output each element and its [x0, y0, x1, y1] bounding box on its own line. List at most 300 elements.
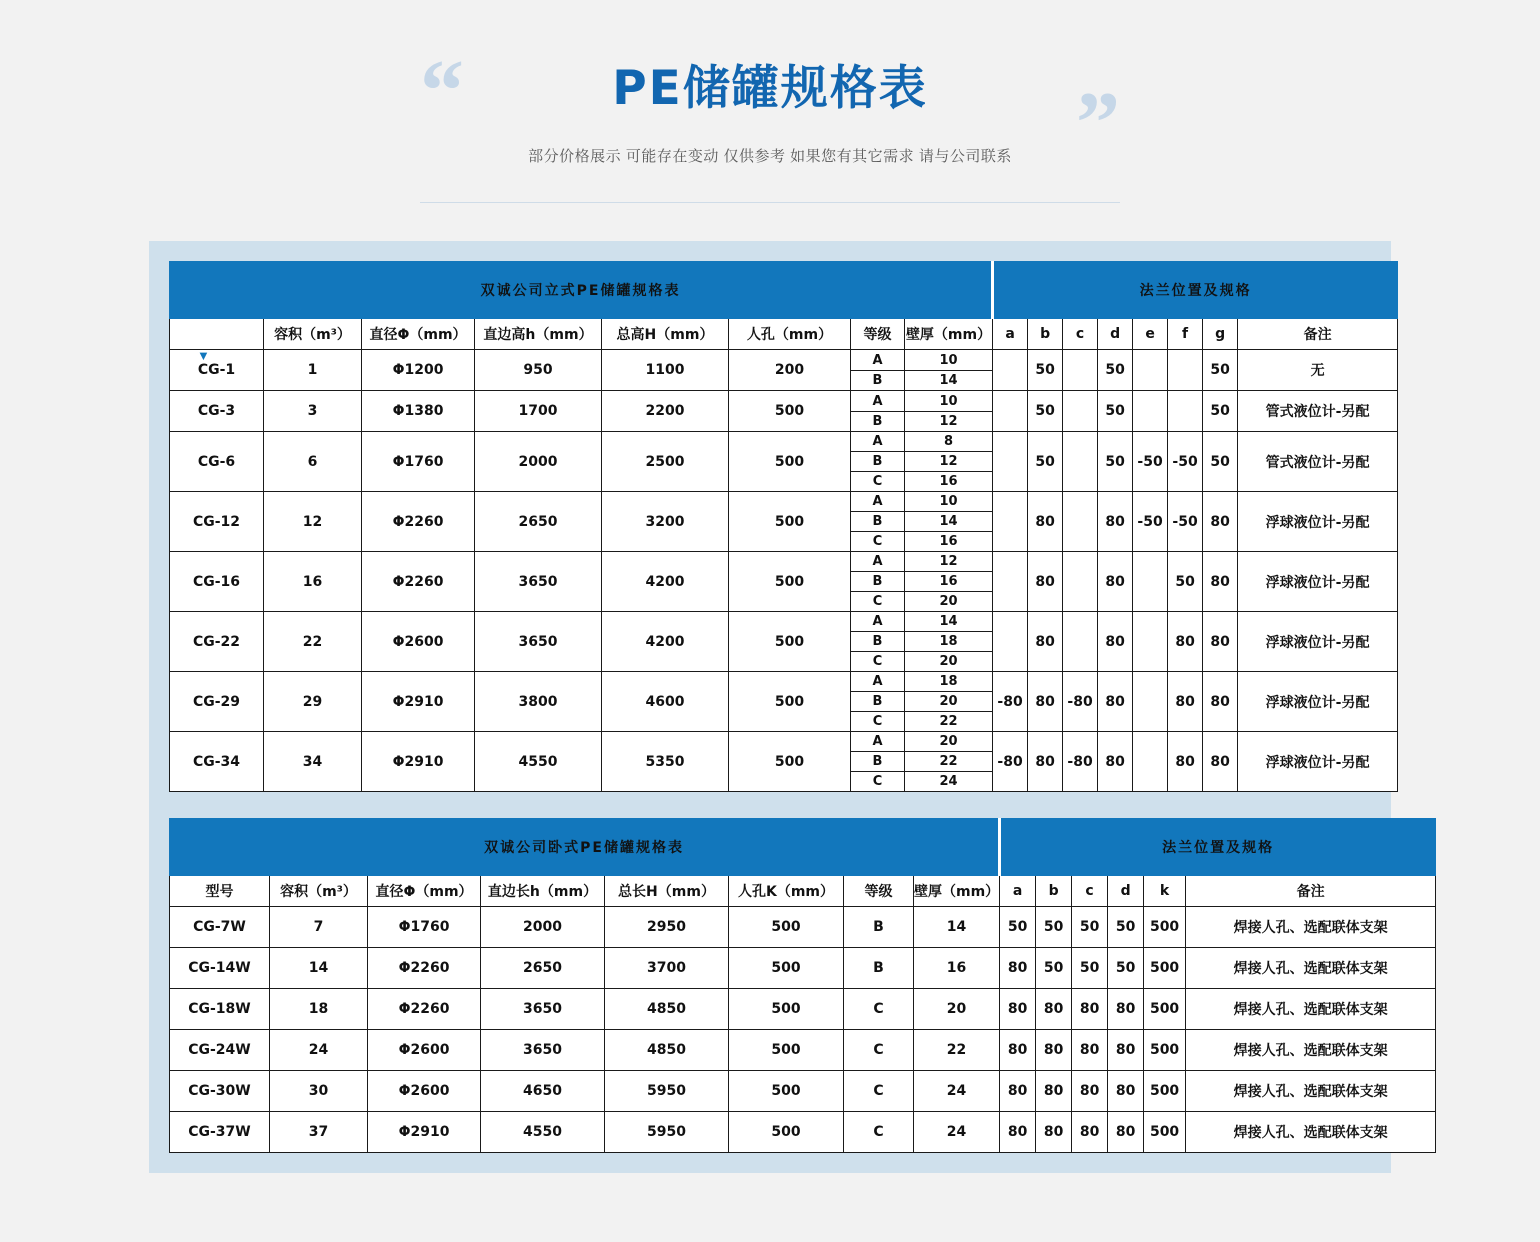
cell-grade-group: [851, 552, 905, 612]
cell-wall: 18: [905, 632, 992, 652]
cell-straight-height: 3650: [475, 552, 602, 612]
cell-flange-a: 80: [1000, 948, 1036, 989]
table-row: [170, 612, 1398, 672]
cell-flange-a: 50: [1000, 907, 1036, 948]
cell-wall: 10: [905, 392, 992, 412]
cell-wall: 20: [939, 654, 958, 670]
col-header-flange-k: k: [1144, 876, 1186, 907]
cell-model: CG-1: [170, 350, 264, 391]
cell-wall: 22: [914, 1030, 1000, 1071]
cell-flange-g: 80: [1203, 612, 1238, 672]
cell-manhole: 500: [729, 948, 844, 989]
cell-flange-a: [993, 492, 1028, 552]
cell-note: 焊接人孔、选配联体支架: [1186, 1112, 1436, 1153]
cell-wall: 20: [914, 989, 1000, 1030]
cell-wall: 18: [905, 672, 992, 692]
cell-volume: 7: [270, 907, 368, 948]
cell-volume: 22: [264, 612, 362, 672]
cell-flange-c: 50: [1072, 907, 1108, 948]
cell-flange-e: -50: [1133, 492, 1168, 552]
page-header: [420, 40, 1120, 172]
cell-total-height: 4600: [602, 672, 729, 732]
cell-grade: B: [851, 452, 904, 472]
cell-flange-e: [1133, 391, 1168, 432]
cell-manhole: 500: [729, 732, 851, 792]
cell-flange-b: 80: [1036, 1112, 1072, 1153]
cell-straight-height: 2000: [475, 432, 602, 492]
cell-note: 焊接人孔、选配联体支架: [1186, 948, 1436, 989]
cell-grade: A: [851, 351, 904, 371]
cell-flange-a: [993, 552, 1028, 612]
cell-flange-b: 50: [1028, 432, 1063, 492]
cell-straight-length: 2000: [481, 907, 605, 948]
cell-flange-d: 80: [1108, 1030, 1144, 1071]
table1-banner-left: 双诚公司立式PE储罐规格表: [170, 262, 993, 319]
cell-flange-f: -50: [1168, 432, 1203, 492]
cell-manhole: 500: [729, 432, 851, 492]
cell-flange-a: [993, 391, 1028, 432]
cell-grade: C: [844, 1071, 914, 1112]
cell-volume: 24: [270, 1030, 368, 1071]
quote-close-icon: ”: [1076, 75, 1120, 172]
cell-flange-c: [1063, 391, 1098, 432]
cell-grade: C: [872, 654, 883, 670]
cell-note: 浮球液位计-另配: [1238, 552, 1398, 612]
horizontal-tank-spec-table: [169, 818, 1436, 1153]
cell-wall: 14: [914, 907, 1000, 948]
cell-flange-b: 50: [1028, 350, 1063, 391]
cell-flange-b: 80: [1028, 492, 1063, 552]
table-row: [170, 552, 1398, 612]
cell-model: CG-3: [170, 391, 264, 432]
cell-model: CG-14W: [170, 948, 270, 989]
cell-manhole: 500: [729, 907, 844, 948]
cell-note: 浮球液位计-另配: [1238, 732, 1398, 792]
cell-flange-c: [1063, 432, 1098, 492]
cell-flange-d: 80: [1108, 1112, 1144, 1153]
col-header-flange-b: b: [1036, 876, 1072, 907]
cell-wall-group: [905, 492, 993, 552]
cell-flange-d: 80: [1098, 612, 1133, 672]
col-header-flange-f: f: [1168, 319, 1203, 350]
cell-flange-d: 50: [1108, 948, 1144, 989]
cell-wall: 10: [905, 492, 992, 512]
cell-total-height: 4200: [602, 552, 729, 612]
cell-flange-d: 50: [1098, 391, 1133, 432]
col-header-total-height: 总高H（mm）: [602, 319, 729, 350]
col-header-flange-a: a: [993, 319, 1028, 350]
cell-flange-k: 500: [1144, 1071, 1186, 1112]
cell-flange-k: 500: [1144, 1030, 1186, 1071]
col-header-grade: 等级: [851, 319, 905, 350]
cell-flange-k: 500: [1144, 907, 1186, 948]
cell-grade: A: [851, 432, 904, 452]
cell-diameter: Φ2600: [368, 1071, 481, 1112]
col-header-flange-b: b: [1028, 319, 1063, 350]
table-row: [170, 1030, 1436, 1071]
cell-flange-g: 80: [1203, 492, 1238, 552]
table-row: [170, 391, 1398, 432]
cell-grade: A: [851, 672, 904, 692]
cell-flange-b: 50: [1036, 907, 1072, 948]
table2-banner-left: 双诚公司卧式PE储罐规格表: [170, 819, 1000, 876]
cell-model: CG-12: [170, 492, 264, 552]
cell-grade-group: [851, 432, 905, 492]
col-header-diameter: 直径Φ（mm）: [362, 319, 475, 350]
cell-flange-f: 50: [1168, 552, 1203, 612]
cell-flange-g: 50: [1203, 350, 1238, 391]
cell-grade: B: [872, 413, 883, 429]
cell-total-height: 2500: [602, 432, 729, 492]
cell-note: 焊接人孔、选配联体支架: [1186, 1030, 1436, 1071]
vertical-tank-spec-table: [169, 261, 1398, 792]
cell-manhole: 500: [729, 672, 851, 732]
cell-flange-d: 50: [1098, 432, 1133, 492]
cell-flange-b: 80: [1028, 732, 1063, 792]
table-row: [170, 1112, 1436, 1153]
cell-volume: 3: [264, 391, 362, 432]
cell-volume: 1: [264, 350, 362, 391]
cell-manhole: 500: [729, 989, 844, 1030]
cell-wall: 22: [939, 714, 958, 730]
cell-grade-group: [851, 391, 905, 432]
cell-flange-f: 80: [1168, 612, 1203, 672]
cell-flange-b: 80: [1028, 672, 1063, 732]
col-header-note: 备注: [1238, 319, 1398, 350]
cell-flange-g: 80: [1203, 552, 1238, 612]
cell-flange-c: [1063, 612, 1098, 672]
cell-wall: 24: [914, 1071, 1000, 1112]
cell-grade: A: [851, 492, 904, 512]
col-header-diameter: 直径Φ（mm）: [368, 876, 481, 907]
cell-flange-c: 80: [1072, 1071, 1108, 1112]
table-row: [170, 948, 1436, 989]
cell-note: 管式液位计-另配: [1238, 432, 1398, 492]
cell-flange-e: [1133, 732, 1168, 792]
cell-manhole: 500: [729, 492, 851, 552]
cell-model: CG-29: [170, 672, 264, 732]
col-header-flange-e: e: [1133, 319, 1168, 350]
cell-diameter: Φ2600: [362, 612, 475, 672]
table2-banner-row: [170, 819, 1436, 876]
cell-wall: 22: [905, 752, 992, 772]
cell-grade: C: [844, 989, 914, 1030]
cell-wall: 20: [939, 594, 958, 610]
cell-wall-group: [905, 732, 993, 792]
cell-diameter: Φ2260: [362, 552, 475, 612]
cell-flange-d: 80: [1098, 552, 1133, 612]
cell-total-length: 4850: [605, 989, 729, 1030]
cell-grade: C: [844, 1112, 914, 1153]
table-row: [170, 989, 1436, 1030]
cell-flange-b: 80: [1028, 612, 1063, 672]
cell-flange-c: 50: [1072, 948, 1108, 989]
cell-grade-group: [851, 672, 905, 732]
cell-model: CG-7W: [170, 907, 270, 948]
col-header-flange-d: d: [1098, 319, 1133, 350]
cell-grade: B: [851, 632, 904, 652]
cell-grade: B: [851, 512, 904, 532]
cell-straight-length: 2650: [481, 948, 605, 989]
cell-total-height: 5350: [602, 732, 729, 792]
cell-flange-a: [993, 432, 1028, 492]
cell-volume: 12: [264, 492, 362, 552]
cell-wall-group: [905, 612, 993, 672]
cell-note: 浮球液位计-另配: [1238, 612, 1398, 672]
col-header-straight-height: 直边高h（mm）: [475, 319, 602, 350]
cell-wall: 24: [939, 774, 958, 790]
cell-diameter: Φ2910: [368, 1112, 481, 1153]
cell-straight-length: 3650: [481, 1030, 605, 1071]
cell-total-height: 2200: [602, 391, 729, 432]
spec-panel: [149, 241, 1391, 1173]
cell-grade: B: [851, 752, 904, 772]
cell-straight-length: 3650: [481, 989, 605, 1030]
col-header-manhole-k: 人孔K（mm）: [729, 876, 844, 907]
cell-manhole: 200: [729, 350, 851, 391]
cell-grade: A: [851, 392, 904, 412]
cell-manhole: 500: [729, 612, 851, 672]
cell-diameter: Φ2600: [368, 1030, 481, 1071]
col-header-flange-g: g: [1203, 319, 1238, 350]
cell-flange-f: [1168, 350, 1203, 391]
cell-wall-group: [905, 391, 993, 432]
table2-header-row: [170, 876, 1436, 907]
cell-grade: C: [844, 1030, 914, 1071]
cell-wall-group: [905, 672, 993, 732]
table1-banner-right: 法兰位置及规格: [993, 262, 1398, 319]
col-header-note: 备注: [1186, 876, 1436, 907]
cell-flange-b: 80: [1036, 1071, 1072, 1112]
cell-grade: C: [872, 774, 883, 790]
cell-grade: A: [851, 612, 904, 632]
cell-wall: 20: [905, 732, 992, 752]
cell-grade: B: [844, 948, 914, 989]
col-header-straight-length: 直边长h（mm）: [481, 876, 605, 907]
col-header-flange-a: a: [1000, 876, 1036, 907]
cell-flange-k: 500: [1144, 989, 1186, 1030]
cell-volume: 16: [264, 552, 362, 612]
cell-wall: 14: [939, 372, 958, 388]
cell-model: CG-34: [170, 732, 264, 792]
cell-grade-group: [851, 350, 905, 391]
cell-wall: 14: [905, 512, 992, 532]
table-row: [170, 672, 1398, 732]
cell-flange-a: [993, 612, 1028, 672]
cell-flange-c: 80: [1072, 1112, 1108, 1153]
page-subtitle: 部分价格展示 可能存在变动 仅供参考 如果您有其它需求 请与公司联系: [528, 148, 1012, 166]
cell-flange-b: 80: [1028, 552, 1063, 612]
table-row: [170, 907, 1436, 948]
cell-flange-a: -80: [993, 672, 1028, 732]
cell-flange-c: [1063, 350, 1098, 391]
cell-flange-e: [1133, 552, 1168, 612]
cell-model: CG-6: [170, 432, 264, 492]
cell-flange-b: 80: [1036, 1030, 1072, 1071]
cell-wall: 8: [905, 432, 992, 452]
cell-grade: A: [851, 732, 904, 752]
cell-note: 焊接人孔、选配联体支架: [1186, 989, 1436, 1030]
col-header-model: [170, 319, 264, 350]
cell-grade: B: [851, 692, 904, 712]
cell-wall: 24: [914, 1112, 1000, 1153]
cell-diameter: Φ2910: [362, 732, 475, 792]
cell-manhole: 500: [729, 391, 851, 432]
col-header-flange-c: c: [1072, 876, 1108, 907]
cell-grade: C: [872, 594, 883, 610]
cell-flange-a: 80: [1000, 1030, 1036, 1071]
cell-flange-g: 50: [1203, 432, 1238, 492]
cell-volume: 14: [270, 948, 368, 989]
cell-straight-height: 3650: [475, 612, 602, 672]
cell-flange-c: 80: [1072, 1030, 1108, 1071]
cell-wall: 14: [905, 612, 992, 632]
cell-wall-group: [905, 350, 993, 391]
cell-model: CG-24W: [170, 1030, 270, 1071]
cell-grade: B: [872, 372, 883, 388]
col-header-volume: 容积（m³）: [264, 319, 362, 350]
cell-straight-length: 4550: [481, 1112, 605, 1153]
cell-flange-d: 50: [1108, 907, 1144, 948]
quote-open-icon: “: [420, 43, 464, 140]
col-header-grade: 等级: [844, 876, 914, 907]
cell-flange-d: 80: [1098, 732, 1133, 792]
col-header-total-length: 总长H（mm）: [605, 876, 729, 907]
table-row: [170, 1071, 1436, 1112]
cell-straight-length: 4650: [481, 1071, 605, 1112]
cell-model: CG-16: [170, 552, 264, 612]
cell-wall: 16: [914, 948, 1000, 989]
cell-total-length: 5950: [605, 1112, 729, 1153]
cell-manhole: 500: [729, 1071, 844, 1112]
cell-flange-g: 80: [1203, 672, 1238, 732]
page-title: PE储罐规格表: [612, 61, 928, 116]
cell-flange-d: 80: [1108, 989, 1144, 1030]
cell-flange-c: [1063, 492, 1098, 552]
cell-wall: 10: [905, 351, 992, 371]
cell-flange-a: -80: [993, 732, 1028, 792]
cell-straight-height: 1700: [475, 391, 602, 432]
cell-straight-height: 3800: [475, 672, 602, 732]
cell-flange-a: 80: [1000, 1071, 1036, 1112]
cell-flange-e: [1133, 350, 1168, 391]
table-row: [170, 732, 1398, 792]
table1-banner-row: [170, 262, 1398, 319]
cell-diameter: Φ2260: [362, 492, 475, 552]
cell-note: 浮球液位计-另配: [1238, 672, 1398, 732]
cell-total-height: 3200: [602, 492, 729, 552]
cell-straight-height: 950: [475, 350, 602, 391]
cell-model: CG-30W: [170, 1071, 270, 1112]
cell-flange-k: 500: [1144, 1112, 1186, 1153]
cell-volume: 34: [264, 732, 362, 792]
cell-grade: A: [851, 552, 904, 572]
cell-flange-d: 80: [1098, 672, 1133, 732]
col-header-model: 型号: [170, 876, 270, 907]
cell-wall-group: [905, 432, 993, 492]
cell-diameter: Φ1760: [362, 432, 475, 492]
chevron-down-icon: ▼: [197, 348, 210, 364]
cell-total-length: 2950: [605, 907, 729, 948]
cell-grade-group: [851, 492, 905, 552]
cell-flange-k: 500: [1144, 948, 1186, 989]
cell-flange-b: 50: [1036, 948, 1072, 989]
col-header-flange-d: d: [1108, 876, 1144, 907]
cell-flange-b: 50: [1028, 391, 1063, 432]
cell-grade: C: [872, 534, 883, 550]
cell-wall: 12: [905, 552, 992, 572]
cell-wall: 20: [905, 692, 992, 712]
cell-grade: B: [844, 907, 914, 948]
cell-flange-d: 50: [1098, 350, 1133, 391]
cell-flange-a: 80: [1000, 989, 1036, 1030]
col-header-volume: 容积（m³）: [270, 876, 368, 907]
cell-diameter: Φ2910: [362, 672, 475, 732]
cell-model: CG-37W: [170, 1112, 270, 1153]
col-header-wall-thickness: 壁厚（mm）: [914, 876, 1000, 907]
cell-flange-e: [1133, 612, 1168, 672]
table2-banner-right: 法兰位置及规格: [1000, 819, 1436, 876]
cell-grade-group: [851, 732, 905, 792]
cell-flange-c: 80: [1072, 989, 1108, 1030]
cell-straight-height: 4550: [475, 732, 602, 792]
cell-grade-group: [851, 612, 905, 672]
cell-manhole: 500: [729, 552, 851, 612]
cell-volume: 6: [264, 432, 362, 492]
cell-grade: C: [872, 474, 883, 490]
table1-header-row: [170, 319, 1398, 350]
cell-manhole: 500: [729, 1030, 844, 1071]
cell-grade: B: [851, 572, 904, 592]
cell-volume: 18: [270, 989, 368, 1030]
cell-note: 无: [1238, 350, 1398, 391]
cell-diameter: Φ1380: [362, 391, 475, 432]
cell-note: 焊接人孔、选配联体支架: [1186, 1071, 1436, 1112]
cell-wall: 16: [939, 474, 958, 490]
cell-flange-f: [1168, 391, 1203, 432]
cell-note: 浮球液位计-另配: [1238, 492, 1398, 552]
table-row: [170, 350, 1398, 391]
cell-flange-f: 80: [1168, 732, 1203, 792]
cell-volume: 30: [270, 1071, 368, 1112]
cell-total-height: 4200: [602, 612, 729, 672]
cell-flange-c: [1063, 552, 1098, 612]
cell-diameter: Φ2260: [368, 948, 481, 989]
cell-grade: C: [872, 714, 883, 730]
cell-volume: 37: [270, 1112, 368, 1153]
cell-flange-d: 80: [1098, 492, 1133, 552]
cell-diameter: Φ1760: [368, 907, 481, 948]
cell-flange-a: 80: [1000, 1112, 1036, 1153]
cell-wall-group: [905, 552, 993, 612]
table-row: [170, 432, 1398, 492]
cell-flange-g: 80: [1203, 732, 1238, 792]
cell-wall: 16: [939, 534, 958, 550]
cell-flange-g: 50: [1203, 391, 1238, 432]
cell-total-length: 4850: [605, 1030, 729, 1071]
cell-note: 焊接人孔、选配联体支架: [1186, 907, 1436, 948]
cell-model: CG-18W: [170, 989, 270, 1030]
col-header-manhole: 人孔（mm）: [729, 319, 851, 350]
cell-straight-height: 2650: [475, 492, 602, 552]
cell-manhole: 500: [729, 1112, 844, 1153]
cell-wall: 12: [939, 413, 958, 429]
cell-volume: 29: [264, 672, 362, 732]
cell-diameter: Φ2260: [368, 989, 481, 1030]
cell-wall: 16: [905, 572, 992, 592]
cell-flange-e: -50: [1133, 432, 1168, 492]
cell-flange-d: 80: [1108, 1071, 1144, 1112]
